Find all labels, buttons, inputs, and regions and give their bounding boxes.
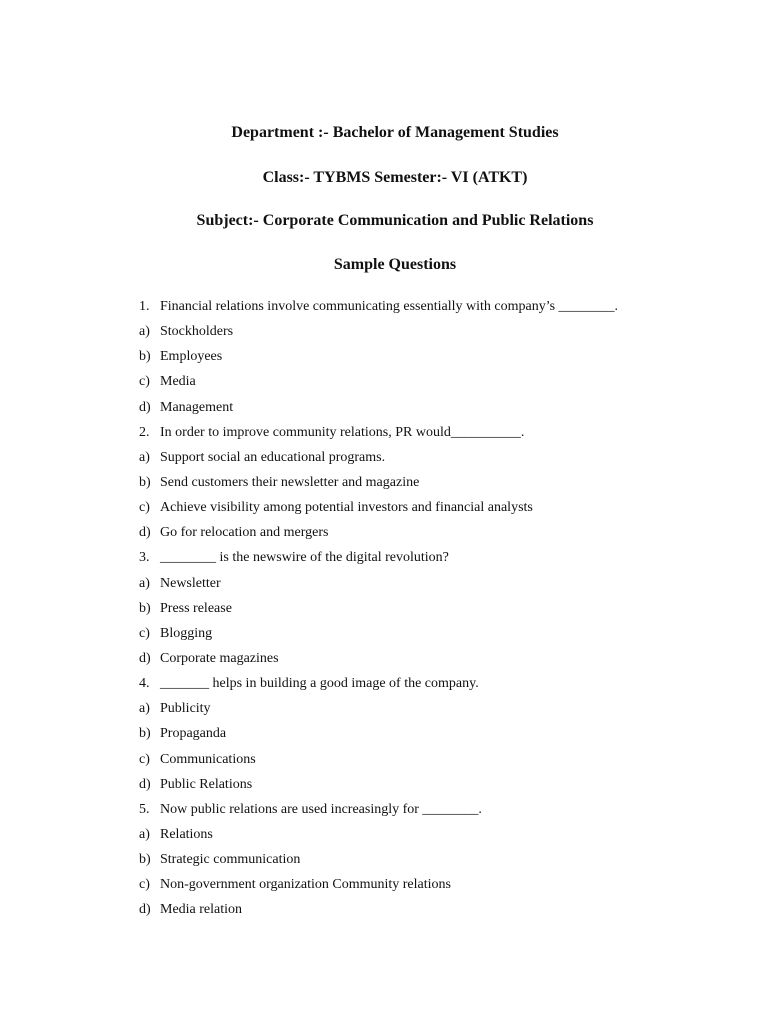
option-letter: c) xyxy=(139,374,150,390)
question-text: In order to improve community relations, PR would__________. xyxy=(160,424,525,440)
option-letter: a) xyxy=(139,575,150,591)
question-number: 4. xyxy=(139,676,150,692)
question-row xyxy=(0,674,770,699)
department-heading: Department :- Bachelor of Management Studies xyxy=(231,124,559,141)
subject-heading: Subject:- Corporate Communication and Public Relations xyxy=(196,212,594,229)
option-text: Publicity xyxy=(160,701,211,717)
option-text: Communications xyxy=(160,751,256,767)
option-row xyxy=(0,699,770,724)
option-text: Media xyxy=(160,374,196,390)
option-row xyxy=(0,372,770,397)
question-number: 2. xyxy=(139,424,150,440)
question-number: 1. xyxy=(139,299,150,314)
option-row xyxy=(0,473,770,498)
option-row xyxy=(0,398,770,423)
option-row xyxy=(0,775,770,800)
option-row xyxy=(0,875,770,900)
question-list xyxy=(0,297,770,926)
option-row xyxy=(0,850,770,875)
option-row xyxy=(0,599,770,624)
option-text: Non-government organization Community relations xyxy=(160,877,451,893)
option-letter: c) xyxy=(139,625,150,641)
option-text: Strategic communication xyxy=(160,852,301,868)
option-text: Media relation xyxy=(160,902,243,918)
option-letter: d) xyxy=(139,776,151,792)
option-row xyxy=(0,750,770,775)
option-letter: d) xyxy=(139,399,151,415)
option-letter: d) xyxy=(139,650,151,666)
option-letter: b) xyxy=(139,600,151,616)
option-row xyxy=(0,347,770,372)
question-text: ________ is the newswire of the digital revolution? xyxy=(160,550,449,566)
option-text: Corporate magazines xyxy=(160,650,279,666)
option-text: Employees xyxy=(160,349,223,365)
option-letter: b) xyxy=(139,726,151,742)
option-text: Press release xyxy=(160,600,232,616)
option-text: Relations xyxy=(160,826,213,842)
option-letter: c) xyxy=(139,751,150,767)
option-letter: b) xyxy=(139,474,151,490)
option-letter: a) xyxy=(139,826,150,842)
question-text: Now public relations are used increasingly for ________. xyxy=(160,801,482,817)
option-row xyxy=(0,574,770,599)
option-row xyxy=(0,498,770,523)
option-letter: d) xyxy=(139,525,151,541)
option-letter: a) xyxy=(139,324,150,340)
class-semester-heading: Class:- TYBMS Semester:- VI (ATKT) xyxy=(262,169,528,186)
option-letter: b) xyxy=(139,852,151,868)
section-title: Sample Questions xyxy=(333,256,457,273)
question-row xyxy=(0,423,770,448)
option-row xyxy=(0,523,770,548)
question-text: Financial relations involve communicating essentially with company’s ________. xyxy=(160,299,619,314)
option-row xyxy=(0,724,770,749)
question-row xyxy=(0,800,770,825)
option-row xyxy=(0,322,770,347)
question-number: 5. xyxy=(139,801,150,817)
option-letter: a) xyxy=(139,701,150,717)
question-text: _______ helps in building a good image of the company. xyxy=(160,676,479,692)
option-text: Send customers their newsletter and magazine xyxy=(160,474,420,490)
option-text: Stockholders xyxy=(160,324,234,340)
question-row xyxy=(0,297,770,322)
option-letter: d) xyxy=(139,902,151,918)
option-text: Support social an educational programs. xyxy=(160,449,386,465)
option-letter: b) xyxy=(139,349,151,365)
question-row xyxy=(0,548,770,573)
option-text: Newsletter xyxy=(160,575,221,591)
option-row xyxy=(0,448,770,473)
question-number: 3. xyxy=(139,550,150,566)
option-letter: a) xyxy=(139,449,150,465)
option-letter: c) xyxy=(139,500,150,516)
option-text: Public Relations xyxy=(160,776,253,792)
option-text: Management xyxy=(160,399,234,415)
option-row xyxy=(0,624,770,649)
option-text: Blogging xyxy=(160,625,213,641)
option-text: Achieve visibility among potential investors and financial analysts xyxy=(160,500,533,516)
option-text: Propaganda xyxy=(160,726,227,742)
option-row xyxy=(0,825,770,850)
option-row xyxy=(0,649,770,674)
option-letter: c) xyxy=(139,877,150,893)
option-row xyxy=(0,900,770,925)
option-text: Go for relocation and mergers xyxy=(160,525,329,541)
